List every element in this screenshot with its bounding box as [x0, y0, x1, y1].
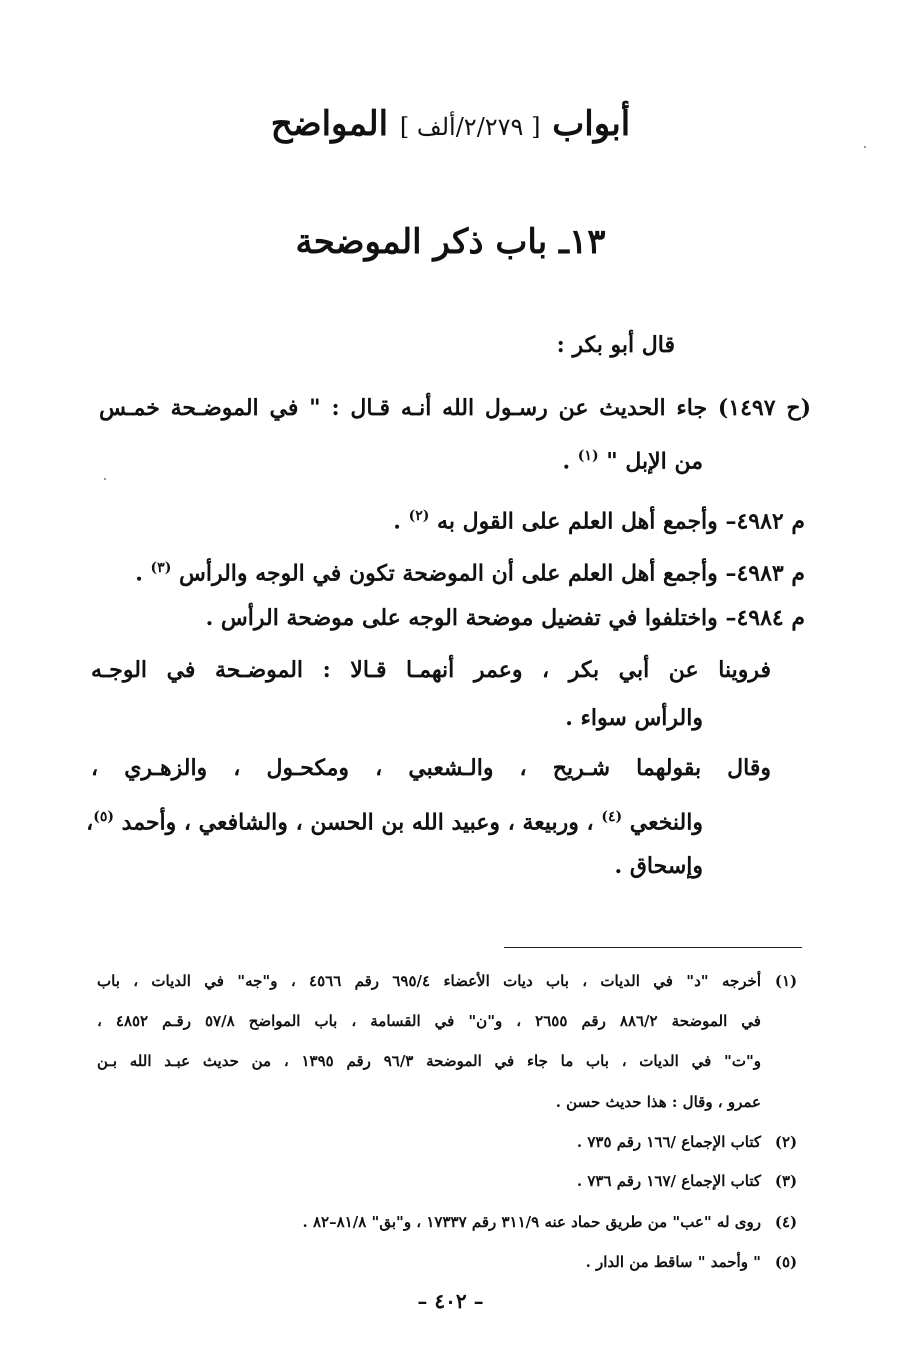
footnote-1-line-4: عمرو ، وقال : هذا حديث حسن . [555, 1093, 761, 1111]
scan-speck [104, 478, 106, 480]
paragraph-2-line-2c: ، [86, 809, 94, 836]
footnote-ref-4: (٤) [601, 809, 623, 825]
footnote-2-text: كتاب الإجماع /١٦٦ رقم ٧٣٥ . [576, 1133, 761, 1151]
paragraph-2-line-2b: ، وربيعة ، وعبيد الله بن الحسن ، والشافعي ، وأحمد [121, 809, 594, 836]
footnote-1-line-3: و"ت" في الديات ، باب ما جاء في الموضحة ٩٦/٣ رقم ١٣٩٥ ، من حديث عبـد الله بـن [97, 1052, 762, 1070]
footnote-separator [504, 947, 802, 948]
masala-4983-text: م ٤٩٨٣– وأجمع أهل العلم على أن الموضحة تكون في الوجه والرأس [179, 560, 805, 587]
paragraph-1-line-1: فروينا عن أبي بكر ، وعمر أنهمـا قـالا : الموضـحة في الوجـه [91, 657, 771, 683]
footnote-4-text: روى له "عب" من طريق حماد عنه ٣١١/٩ رقم ١٧٣٣٧ ، و"بق" ٨١/٨–٨٢ . [302, 1213, 761, 1231]
scan-speck [864, 146, 866, 148]
footnote-4-number: (٤) [774, 1213, 798, 1231]
footnote-ref-5: (٥) [93, 809, 114, 825]
paragraph-1-line-2: والرأس سواء . [565, 705, 703, 731]
footnote-ref-2: (٢) [408, 508, 430, 524]
title-word-mawadih: المواضح [270, 104, 389, 144]
footnote-1-line-2: في الموضحة ٨٨٦/٢ رقم ٢٦٥٥ ، و"ن" في القسامة ، باب المواضح ٥٧/٨ رقـم ٤٨٥٢ ، [97, 1012, 761, 1030]
manuscript-folio-reference: [ ٢/٢٧٩/ألف ] [399, 113, 541, 141]
hadith-line-1: (ح ١٤٩٧) جاء الحديث عن رسـول الله أنـه قـال : " في الموضـحة خمـس [99, 395, 811, 421]
masala-4982-text: م ٤٩٨٢– وأجمع أهل العلم على القول به [437, 508, 805, 535]
masala-4983: م ٤٩٨٣– وأجمع أهل العلم على أن الموضحة تكون في الوجه والرأس $^{(٣)}$ . [135, 560, 805, 587]
footnote-5-text: " وأحمد " ساقط من الدار . [585, 1253, 761, 1271]
paragraph-2-line-3: وإسحاق . [614, 853, 703, 879]
masala-4984: م ٤٩٨٤– واختلفوا في تفضيل موضحة الوجه على موضحة الرأس . [205, 605, 805, 631]
hadith-line-2 [562, 436, 703, 476]
footnote-ref-1: (١) [577, 448, 599, 464]
intro-line: قال أبو بكر : [556, 332, 675, 358]
paragraph-2-line-2 [86, 797, 703, 837]
footnote-2-number: (٢) [774, 1133, 798, 1151]
page-title [0, 104, 901, 144]
page-number: – ٤٠٢ – [417, 1289, 484, 1313]
footnote-5-number: (٥) [774, 1253, 798, 1271]
footnote-3-text: كتاب الإجماع /١٦٧ رقم ٧٣٦ . [576, 1172, 761, 1190]
footnote-1-number: (١) [774, 972, 798, 990]
footnote-3-number: (٣) [774, 1172, 798, 1190]
footnote-ref-3: (٣) [150, 560, 172, 576]
title-word-abwab: أبواب [552, 104, 631, 144]
paragraph-2-line-2a: والنخعي [629, 809, 703, 836]
chapter-title: ١٣ـ باب ذكر الموضحة [295, 222, 606, 262]
footnote-1-line-1: أخرجه "د" في الديات ، باب ديات الأعضاء ٦٩٥/٤ رقم ٤٥٦٦ ، و"جه" في الديات ، باب [97, 972, 761, 990]
paragraph-2-line-1: وقال بقولهما شـريح ، والـشعبي ، ومكحـول ، والزهـري ، [91, 755, 771, 781]
hadith-line-2-end: . [562, 448, 571, 475]
masala-4982: م ٤٩٨٢– وأجمع أهل العلم على القول به $^{(٢)}$ . [393, 508, 805, 535]
hadith-line-2-text: من الإبل " [606, 448, 703, 475]
